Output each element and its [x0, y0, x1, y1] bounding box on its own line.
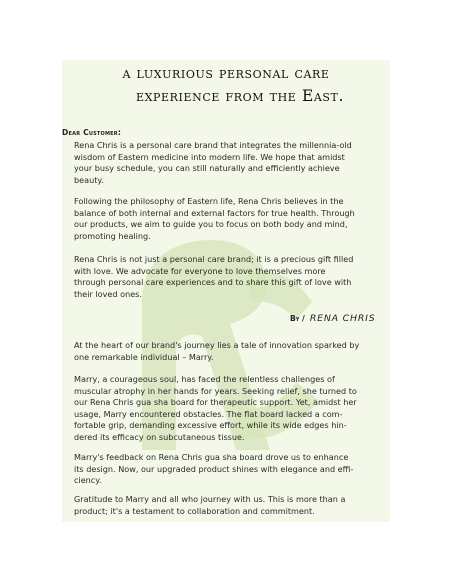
- paragraph-line: with love. We advocate for everyone to love themselves more: [74, 265, 326, 276]
- paragraph-line: At the heart of our brand's journey lies a tale of innovation sparked by: [74, 340, 360, 350]
- paragraph-gift: [74, 254, 386, 300]
- paragraph-gratitude: [74, 494, 386, 517]
- signature-brand: RENA CHRIS: [309, 313, 376, 324]
- signature: [290, 306, 376, 325]
- paragraph-line: dered its efficacy on subcutaneous tissue.: [74, 431, 245, 442]
- page-headline: [62, 62, 390, 108]
- paragraph-line: its design. Now, our upgraded product shines with elegance and effi-: [74, 463, 354, 474]
- paragraph-line: product; it's a testament to collaboration and commitment.: [74, 505, 315, 516]
- paragraph-line: one remarkable individual – Marry.: [74, 351, 214, 362]
- paragraph-line: our Rena Chris gua sha board for therapeutic support. Yet, amidst her: [74, 397, 357, 408]
- salutation: Dear Customer:: [62, 128, 122, 137]
- signature-by: By /: [290, 314, 305, 323]
- paragraph-line: promoting healing.: [74, 230, 151, 241]
- paragraph-philosophy: [74, 196, 386, 242]
- paragraph-line: through personal care experiences and to share this gift of love with: [74, 277, 352, 288]
- paragraph-story-intro: [74, 340, 386, 363]
- paragraph-line: your busy schedule, you can still naturally and efficiently achieve: [74, 163, 340, 174]
- headline-line: a luxurious personal care: [122, 64, 330, 82]
- paragraph-line: Marry's feedback on Rena Chris gua sha board drove us to enhance: [74, 452, 349, 462]
- paragraph-line: our products, we aim to guide you to focus on both body and mind,: [74, 219, 348, 230]
- paragraph-line: wisdom of Eastern medicine into modern life. We hope that amidst: [74, 151, 345, 162]
- paragraph-line: Gratitude to Marry and all who journey with us. This is more than a: [74, 494, 346, 504]
- paragraph-intro: [74, 140, 386, 186]
- paragraph-line: ciency.: [74, 475, 102, 486]
- paragraph-line: their loved ones.: [74, 288, 142, 299]
- paragraph-feedback: [74, 452, 386, 487]
- paragraph-line: Rena Chris is not just a personal care brand; it is a precious gift filled: [74, 254, 354, 264]
- paragraph-line: balance of both internal and external factors for true health. Through: [74, 207, 355, 218]
- paragraph-line: usage, Marry encountered obstacles. The flat board lacked a com-: [74, 408, 343, 419]
- headline-line: experience from the East.: [135, 87, 344, 105]
- paragraph-line: Rena Chris is a personal care brand that integrates the millennia-old: [74, 140, 352, 150]
- paragraph-line: muscular atrophy in her hands for years. Seeking relief, she turned to: [74, 385, 357, 396]
- paragraph-line: beauty.: [74, 174, 104, 185]
- paragraph-marry: [74, 374, 386, 444]
- paragraph-line: fortable grip, demanding excessive effort, while its wide edges hin-: [74, 420, 347, 431]
- paragraph-line: Following the philosophy of Eastern life, Rena Chris believes in the: [74, 196, 344, 206]
- paragraph-line: Marry, a courageous soul, has faced the relentless challenges of: [74, 374, 335, 384]
